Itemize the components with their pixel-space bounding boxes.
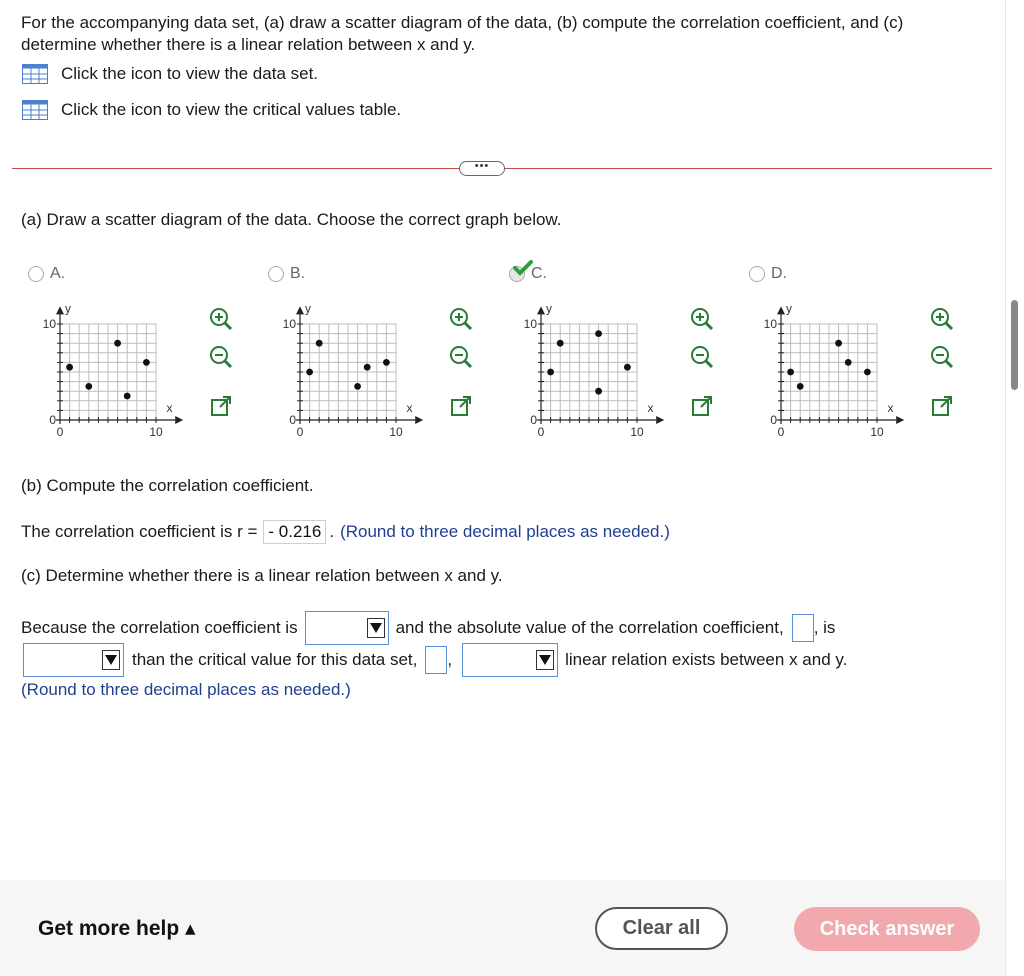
- correlation-prefix: The correlation coefficient is r =: [21, 522, 258, 541]
- popout-icon[interactable]: [208, 393, 234, 419]
- axes: [56, 310, 175, 424]
- x-axis-label: x: [166, 401, 173, 415]
- x-tick-label: 0: [777, 425, 785, 439]
- part-c-question: (c) Determine whether there is a linear relation between x and y.: [21, 566, 503, 585]
- part-c-hint: (Round to three decimal places as needed.): [21, 680, 351, 699]
- data-point: [143, 359, 150, 366]
- data-set-link[interactable]: [22, 64, 318, 84]
- correlation-sign-dropdown[interactable]: [305, 611, 389, 645]
- dropdown-arrow-icon[interactable]: [102, 650, 120, 670]
- option-d[interactable]: [745, 262, 975, 452]
- part-c-text-5: ,: [447, 650, 453, 669]
- data-point: [354, 383, 361, 390]
- option-c[interactable]: [505, 262, 735, 452]
- tick-marks: [57, 324, 156, 423]
- clear-all-button[interactable]: Clear all: [595, 907, 728, 950]
- table-icon[interactable]: [22, 64, 48, 84]
- correlation-answer[interactable]: - 0.216: [263, 520, 326, 544]
- axes: [537, 310, 656, 424]
- scrollbar-thumb[interactable]: [1011, 300, 1018, 390]
- scatter-graph-c: [505, 294, 720, 446]
- x-tick-label: 0: [537, 425, 545, 439]
- option-b[interactable]: [264, 262, 494, 452]
- grid: [781, 324, 877, 420]
- zoom-out-icon[interactable]: [929, 344, 955, 370]
- scatter-graph-d: [745, 294, 960, 446]
- zoom-in-icon[interactable]: [208, 306, 234, 332]
- relation-dropdown[interactable]: [462, 643, 558, 677]
- data-point: [124, 393, 131, 400]
- data-point: [864, 369, 871, 376]
- grid: [300, 324, 396, 420]
- y-tick-label: 10: [523, 317, 537, 331]
- zoom-out-icon[interactable]: [208, 344, 234, 370]
- y-tick-label: 10: [42, 317, 56, 331]
- data-point: [787, 369, 794, 376]
- data-point: [85, 383, 92, 390]
- zoom-out-icon[interactable]: [689, 344, 715, 370]
- x-tick-label: 10: [389, 425, 403, 439]
- get-more-help-button[interactable]: Get more help ▴: [38, 917, 196, 940]
- x-tick-label: 10: [630, 425, 644, 439]
- critical-values-link[interactable]: [22, 100, 401, 120]
- data-point: [595, 388, 602, 395]
- part-c-line-1: [21, 611, 835, 645]
- axes: [296, 310, 415, 424]
- y-axis-label: y: [305, 301, 311, 316]
- option-a[interactable]: [24, 262, 254, 452]
- data-point: [316, 340, 323, 347]
- scatter-graph-a: [24, 294, 239, 446]
- prompt-line-2: determine whether there is a linear relation between x and y.: [21, 35, 476, 54]
- grid: [60, 324, 156, 420]
- dropdown-arrow-icon[interactable]: [367, 618, 385, 638]
- zoom-in-icon[interactable]: [448, 306, 474, 332]
- x-tick-label: 0: [296, 425, 304, 439]
- dropdown-arrow-icon[interactable]: [536, 650, 554, 670]
- data-point: [557, 340, 564, 347]
- data-point: [624, 364, 631, 371]
- part-b-question: (b) Compute the correlation coefficient.: [21, 476, 314, 495]
- popout-icon[interactable]: [448, 393, 474, 419]
- table-icon[interactable]: [22, 100, 48, 120]
- data-point: [797, 383, 804, 390]
- part-c-line-2: [23, 643, 847, 677]
- option-a-radio[interactable]: [28, 266, 44, 282]
- data-point: [845, 359, 852, 366]
- part-a-question: (a) Draw a scatter diagram of the data. Choose the correct graph below.: [21, 210, 562, 229]
- data-point: [835, 340, 842, 347]
- option-b-radio[interactable]: [268, 266, 284, 282]
- y-tick-label: 0: [770, 413, 777, 427]
- y-tick-label: 10: [763, 317, 777, 331]
- option-c-label: C.: [531, 265, 547, 282]
- data-point: [547, 369, 554, 376]
- critical-value-input[interactable]: [425, 646, 447, 674]
- comparison-dropdown[interactable]: [23, 643, 124, 677]
- x-axis-label: x: [406, 401, 413, 415]
- zoom-out-icon[interactable]: [448, 344, 474, 370]
- data-set-link-text[interactable]: Click the icon to view the data set.: [61, 64, 319, 83]
- data-point: [114, 340, 121, 347]
- part-c-text-1: Because the correlation coefficient is: [21, 618, 298, 637]
- x-tick-label: 10: [870, 425, 884, 439]
- zoom-in-icon[interactable]: [929, 306, 955, 332]
- x-tick-label: 10: [149, 425, 163, 439]
- part-c-text-3: , is: [813, 618, 836, 637]
- x-axis-label: x: [647, 401, 654, 415]
- check-icon: [513, 260, 533, 276]
- y-tick-label: 0: [530, 413, 537, 427]
- data-point: [364, 364, 371, 371]
- popout-icon[interactable]: [929, 393, 955, 419]
- y-tick-label: 0: [289, 413, 296, 427]
- part-c-text-6: linear relation exists between x and y.: [565, 650, 848, 669]
- y-axis-label: y: [546, 301, 552, 316]
- footer-bar: [0, 880, 1005, 976]
- option-d-label: D.: [771, 265, 787, 282]
- grid: [541, 324, 637, 420]
- part-c-text-2: and the absolute value of the correlation coefficient,: [395, 618, 784, 637]
- zoom-in-icon[interactable]: [689, 306, 715, 332]
- y-tick-label: 10: [282, 317, 296, 331]
- critical-values-link-text[interactable]: Click the icon to view the critical values table.: [61, 100, 402, 119]
- y-tick-label: 0: [49, 413, 56, 427]
- x-tick-label: 0: [56, 425, 64, 439]
- check-answer-button[interactable]: Check answer: [794, 907, 980, 951]
- data-point: [595, 330, 602, 337]
- option-a-label: A.: [50, 265, 66, 282]
- popout-icon[interactable]: [689, 393, 715, 419]
- expand-more-button[interactable]: •••: [459, 161, 505, 176]
- data-point: [66, 364, 73, 371]
- correlation-period: .: [329, 522, 335, 541]
- option-d-radio[interactable]: [749, 266, 765, 282]
- x-axis-label: x: [887, 401, 894, 415]
- part-c-text-4: than the critical value for this data set,: [132, 650, 418, 669]
- abs-correlation-input[interactable]: [792, 614, 814, 642]
- axes: [777, 310, 896, 424]
- correlation-line: [21, 520, 670, 544]
- question-prompt: [21, 12, 1001, 56]
- correlation-hint: (Round to three decimal places as needed.): [340, 522, 670, 541]
- scatter-graph-b: [264, 294, 479, 446]
- data-point: [306, 369, 313, 376]
- option-b-label: B.: [290, 265, 306, 282]
- y-axis-label: y: [786, 301, 792, 316]
- scrollbar[interactable]: [1005, 0, 1024, 976]
- prompt-line-1: For the accompanying data set, (a) draw a scatter diagram of the data, (b) compute the correlation coefficient, and (c): [21, 13, 904, 32]
- data-point: [383, 359, 390, 366]
- y-axis-label: y: [65, 301, 71, 316]
